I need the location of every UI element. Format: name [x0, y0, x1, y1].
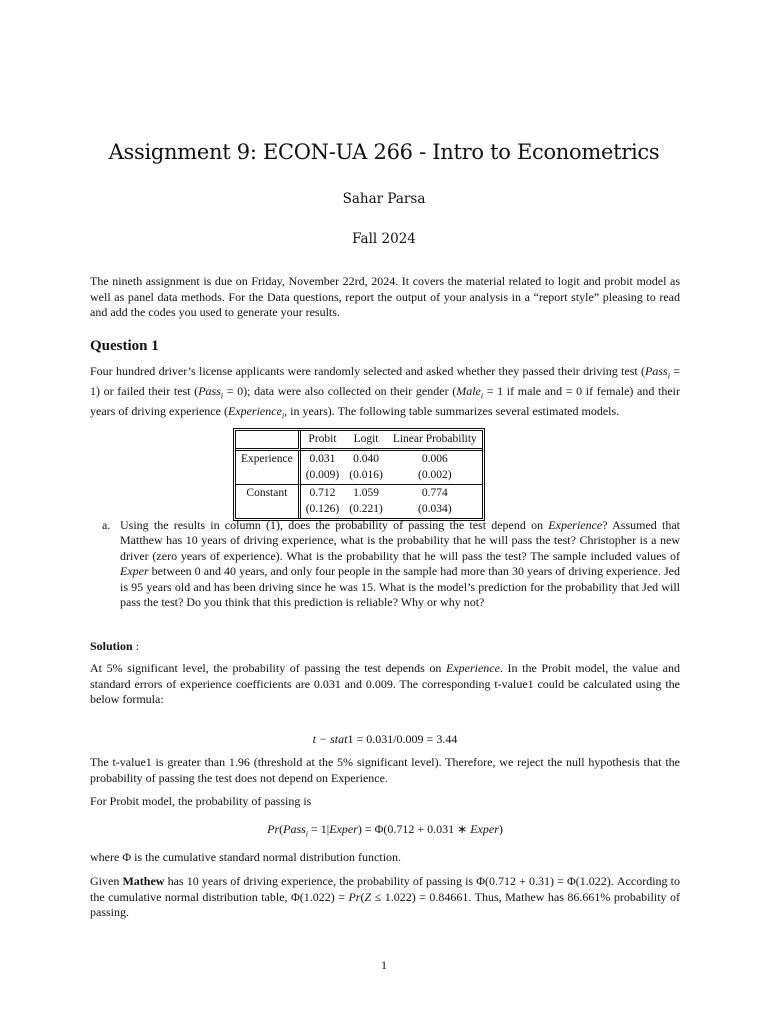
table-header-row	[236, 431, 482, 451]
regression-table	[233, 428, 485, 521]
page-number: 1	[381, 958, 387, 972]
table-cell: 0.031	[309, 452, 336, 465]
document-date: Fall 2024	[352, 231, 416, 247]
table-cell	[236, 501, 301, 518]
table-header-cell: Probit	[301, 431, 345, 451]
table-cell	[236, 467, 301, 485]
table-cell: (0.034)	[418, 503, 452, 515]
table-row	[236, 501, 482, 518]
document-title: Assignment 9: ECON-UA 266 - Intro to Econometrics	[108, 140, 660, 164]
table-row	[236, 485, 482, 502]
row-label: Experience	[236, 451, 301, 468]
solution-paragraph-5: Given Mathew has 10 years of driving experience, the probability of passing is Φ(0.712 + 0.31) = Φ(1.022). According to the cumulative normal distribution table, Φ(1.022) = Pr(Z ≤ 1.022) = 0.84661. Thus, Mathew has 86.661% probability of passing.	[90, 874, 680, 920]
table-cell: 0.712	[309, 486, 336, 499]
author-name: Sahar Parsa	[342, 191, 426, 207]
table-cell: (0.126)	[305, 503, 340, 515]
table-cell: (0.016)	[344, 467, 388, 485]
part-a-label: a.	[102, 518, 111, 532]
intro-paragraph: The nineth assignment is due on Friday, November 22rd, 2024. It covers the material related to logit and probit model as well as panel data methods. For the Data questions, report the output of your analysis in a “report style” pleasing to read and add the codes you used to generate your results.	[90, 274, 680, 320]
row-label: Constant	[236, 485, 301, 502]
question-1-heading: Question 1	[90, 338, 159, 354]
table-cell: (0.221)	[349, 503, 383, 515]
table-header-cell	[236, 431, 301, 451]
table-cell: 0.774	[421, 486, 448, 499]
table-header-cell: Linear Probability	[388, 431, 482, 451]
table-cell: (0.009)	[301, 467, 345, 485]
table-cell: 1.059	[353, 486, 379, 499]
part-a-item	[102, 518, 680, 610]
table-cell: 0.040	[353, 452, 379, 465]
solution-heading: Solution :	[90, 639, 140, 653]
table-row	[236, 467, 482, 485]
equation-t-stat: t − stat1 = 0.031/0.009 = 3.44	[312, 732, 458, 746]
solution-paragraph-2: The t-value1 is greater than 1.96 (threshold at the 5% significant level). Therefore, we reject the null hypothesis that the probability of passing the test does not depend on Experience.	[90, 755, 680, 785]
table-cell: 0.006	[421, 452, 448, 465]
solution-paragraph-4: where Φ is the cumulative standard normal distribution function.	[90, 850, 402, 864]
table-row	[236, 451, 482, 468]
equation-probit: Pr(Pass$_i$ = 1|Exper) = Φ(0.712 + 0.031 ∗ Exper)	[267, 822, 503, 839]
question-1-text: Four hundred driver’s license applicants were randomly selected and asked whether they passed their driving test (Pass$_i$ = 1) or failed their test (Pass$_i$ = 0); data were also collected on their gender (Male$_i$ = 1 if male and = 0 if female) and their years of driving experience (Experience$_i$, in years). The following table summarizes several estimated models.	[90, 364, 680, 421]
solution-paragraph-1: At 5% significant level, the probability of passing the test depends on Experience. In the Probit model, the value and standard errors of experience coefficients are 0.031 and 0.009. The corresponding t-value1 could be calculated using the below formula:	[90, 661, 680, 707]
solution-paragraph-3: For Probit model, the probability of passing is	[90, 794, 312, 808]
table-header-cell: Logit	[344, 431, 388, 451]
table-cell: (0.002)	[388, 467, 482, 485]
part-a-text: Using the results in column (1), does the probability of passing the test depend on Experience? Assumed that Matthew has 10 years of driving experience, what is the probability that he will pass the test? Christopher is a new driver (zero years of experience). What is the probability that he will pass the test? The sample included values of Exper between 0 and 40 years, and only four people in the sample had more than 30 years of driving experience. Jed is 95 years old and has been driving since he was 15. What is the model’s prediction for the probability that Jed will pass the test? Do you think that this prediction is reliable? Why or why not?	[120, 518, 680, 610]
